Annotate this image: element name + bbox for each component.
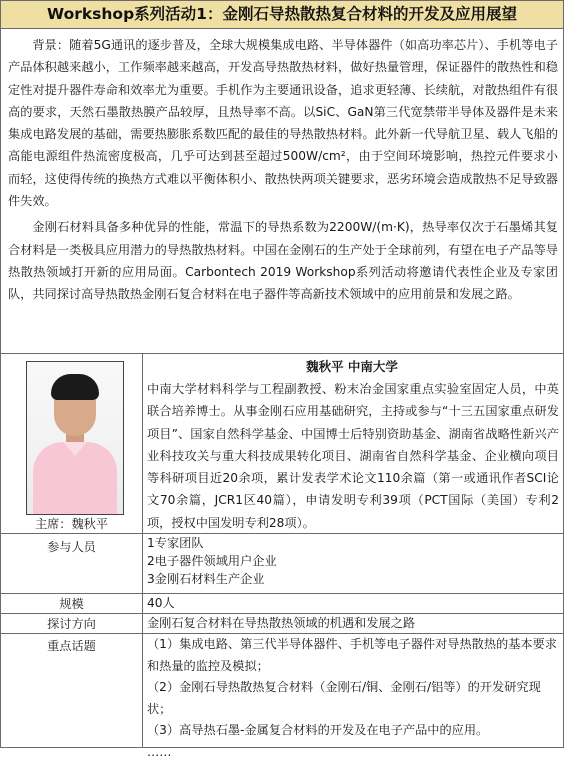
participants-list [147, 534, 559, 588]
scale-label: 规模 [1, 596, 142, 612]
direction-label: 探讨方向 [1, 616, 142, 632]
host-bio: 中南大学材料科学与工程副教授、粉末冶金国家重点实验室固定人员，中英联合培养博士。从事金刚石应用基础研究，主持或参与“十三五国家重点研发项目”、国家自然科学基金、中国博士后特别资助基金、湖南省战略性新兴产业科技攻关与重大科技成果转化项目、湖南省自然科学基金、企业横向项目等科研项目近20余项，累计发表学术论文110余篇（第一或通讯作者SCI论文70余篇，JCR1区40篇），申请发明专利39项（PCT国际（美国）专利2项，授权中国发明专利28项）。 [147, 378, 559, 534]
scale-value: 40人 [147, 594, 559, 612]
host-heading: 魏秋平 中南大学 [144, 357, 560, 377]
background-paragraph: 背景：随着5G通讯的逐步普及，全球大规模集成电路、半导体器件（如高功率芯片）、手机等电子产品体积越来越小，工作频率越来越高，开发高导热散热材料，做好热量管理，保证器件的散热性和稳定性对提升器件寿命和效率尤为重要。手机作为主要通讯设备，追求更轻薄、长续航，对散热组件有很高的要求，天然石墨散热膜产品较厚，且热导率不高。以SiC、GaN第三代宽禁带半导体及器件是未来集成电路发展的基础，需要热膨胀系数匹配的最佳的导热散热材料。此外新一代导航卫星、载人飞船的高能电源组件热流密度极高，几乎可达到甚至超过500W/cm²，由于空间环境影响，热控元件要求小而轻，这使得传统的换热方式难以平衡体积小、散热快两项关键要求，恶劣环境会造成散热不足导致器件失效。 [8, 34, 558, 212]
list-item: （1）集成电路、第三代半导体器件、手机等电子器件对导热散热的基本要求和热量的监控及模拟； [147, 634, 559, 677]
list-item: 1专家团队 [147, 534, 559, 552]
host-photo [26, 361, 124, 515]
host-caption: 主席：魏秋平 [1, 516, 142, 532]
intro-section [8, 34, 558, 310]
list-item: 2电子器件领域用户企业 [147, 552, 559, 570]
participants-label: 参与人员 [1, 539, 142, 555]
diamond-paragraph: 金刚石材料具备多种优异的性能，常温下的导热系数为2200W/(m·K)，热导率仅次于石墨烯其复合材料是一类极具应用潜力的导热散热材料。中国在金刚石的生产处于全球前列，有望在电子产品等导热散热领域打开新的应用局面。Carbontech 2019 Workshop系列活动将邀请代表性企业及专家团队，共同探讨高导热散热金刚石复合材料在电子器件等高新技术领域中的应用前景和发展之路。 [8, 216, 558, 305]
focus-list [147, 634, 559, 763]
list-item: …… [147, 742, 559, 763]
list-item: （2）金刚石导热散热复合材料（金刚石/铜、金刚石/铝等）的开发研究现状； [147, 677, 559, 720]
page-title: Workshop系列活动1：金刚石导热散热复合材料的开发及应用展望 [1, 1, 563, 29]
direction-value: 金刚石复合材料在导热散热领域的机遇和发展之路 [147, 614, 559, 632]
list-item: （3）高导热石墨-金属复合材料的开发及在电子产品中的应用。 [147, 720, 559, 742]
column-divider [142, 353, 143, 747]
list-item: 3金刚石材料生产企业 [147, 570, 559, 588]
focus-label: 重点话题 [1, 638, 142, 654]
divider [1, 353, 563, 354]
